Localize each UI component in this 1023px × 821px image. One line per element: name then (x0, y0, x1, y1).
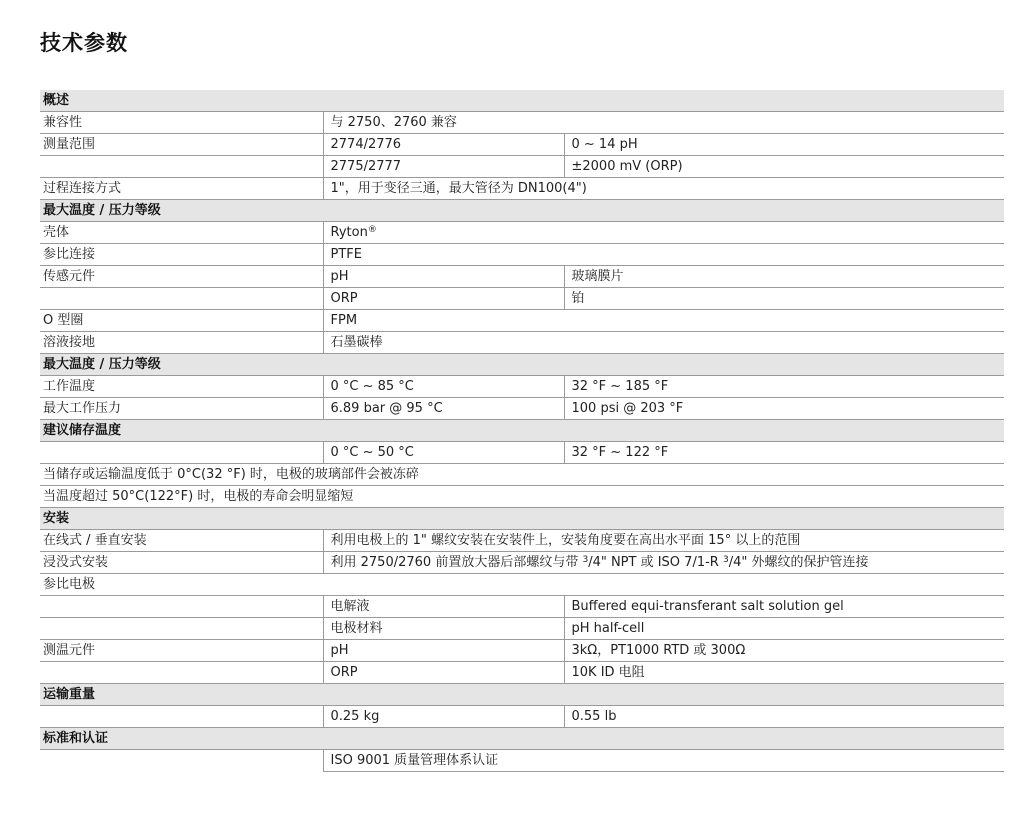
table-row (40, 618, 1004, 640)
spec-table (40, 90, 1004, 772)
table-row (40, 530, 1004, 552)
row-value-metric: 0 °C ~ 85 °C (323, 376, 564, 398)
row-label-empty (40, 662, 323, 684)
table-row (40, 596, 1004, 618)
row-label: 兼容性 (40, 112, 323, 134)
row-label-empty (40, 750, 323, 772)
row-value-imperial: 32 °F ~ 122 °F (564, 442, 1004, 464)
table-row (40, 640, 1004, 662)
row-value: 玻璃膜片 (564, 266, 1004, 288)
row-value-imperial: 32 °F ~ 185 °F (564, 376, 1004, 398)
row-value: 与 2750、2760 兼容 (323, 112, 1004, 134)
row-value-metric: 0 °C ~ 50 °C (323, 442, 564, 464)
table-row (40, 288, 1004, 310)
row-model: pH (323, 266, 564, 288)
table-row (40, 332, 1004, 354)
row-label-empty (40, 156, 323, 178)
row-label-empty (40, 618, 323, 640)
row-label: 测温元件 (40, 640, 323, 662)
fraction-numerator: 3 (582, 555, 589, 565)
row-label: 最大工作压力 (40, 398, 323, 420)
housing-value: Ryton (330, 225, 368, 240)
section-header-materials (40, 200, 1004, 222)
row-value: 石墨碳棒 (323, 332, 1004, 354)
section-title: 运输重量 (40, 684, 1004, 706)
row-label: 参比电极 (40, 574, 1004, 596)
row-value: 3kΩ，PT1000 RTD 或 300Ω (564, 640, 1004, 662)
row-value-metric: 6.89 bar @ 95 °C (323, 398, 564, 420)
row-value: PTFE (323, 244, 1004, 266)
row-model: 2774/2776 (323, 134, 564, 156)
section-header-overview (40, 90, 1004, 112)
section-title: 建议储存温度 (40, 420, 1004, 442)
row-value: 铂 (564, 288, 1004, 310)
row-label: 在线式 / 垂直安装 (40, 530, 323, 552)
submersion-text-2: /4" NPT 或 ISO 7/1-R (588, 555, 723, 570)
row-model: 2775/2777 (323, 156, 564, 178)
submersion-text-1: 利用 2750/2760 前置放大器后部螺纹与带 (330, 555, 583, 570)
table-row (40, 134, 1004, 156)
row-label-empty (40, 442, 323, 464)
table-row (40, 552, 1004, 574)
row-model: pH (323, 640, 564, 662)
table-row (40, 112, 1004, 134)
row-value: 10K ID 电阻 (564, 662, 1004, 684)
row-value: Buffered equi-transferant salt solution gel (564, 596, 1004, 618)
section-header-install (40, 508, 1004, 530)
row-value: 利用电极上的 1" 螺纹安装在安装件上，安装角度要在高出水平面 15° 以上的范围 (323, 530, 1004, 552)
row-label: 测量范围 (40, 134, 323, 156)
section-title: 标准和认证 (40, 728, 1004, 750)
table-row (40, 178, 1004, 200)
table-row (40, 156, 1004, 178)
row-model: 电极材料 (323, 618, 564, 640)
row-model: ORP (323, 662, 564, 684)
row-value: FPM (323, 310, 1004, 332)
table-row (40, 750, 1004, 772)
table-row (40, 244, 1004, 266)
section-title: 最大温度 / 压力等级 (40, 200, 1004, 222)
table-row (40, 376, 1004, 398)
table-row (40, 574, 1004, 596)
section-header-standards (40, 728, 1004, 750)
row-value: 0 ~ 14 pH (564, 134, 1004, 156)
row-label: 传感元件 (40, 266, 323, 288)
row-value (323, 222, 1004, 244)
table-row (40, 398, 1004, 420)
row-model: ORP (323, 288, 564, 310)
section-title: 安装 (40, 508, 1004, 530)
note-row: 当温度超过 50°C(122°F) 时，电极的寿命会明显缩短 (40, 486, 1004, 508)
table-row (40, 222, 1004, 244)
section-title: 最大温度 / 压力等级 (40, 354, 1004, 376)
row-label-empty (40, 288, 323, 310)
table-row (40, 266, 1004, 288)
table-row (40, 706, 1004, 728)
row-value-imperial: 0.55 lb (564, 706, 1004, 728)
row-model: 电解液 (323, 596, 564, 618)
note-row: 当储存或运输温度低于 0°C(32 °F) 时，电极的玻璃部件会被冻碎 (40, 464, 1004, 486)
table-row (40, 442, 1004, 464)
registered-mark: ® (367, 225, 377, 235)
table-row (40, 486, 1004, 508)
submersion-text-3: /4" 外螺纹的保护管连接 (728, 555, 869, 570)
row-value: 1"，用于变径三通，最大管径为 DN100(4") (323, 178, 1004, 200)
table-row (40, 464, 1004, 486)
row-value (323, 552, 1004, 574)
section-header-shipping (40, 684, 1004, 706)
row-label: 浸没式安装 (40, 552, 323, 574)
row-label: 工作温度 (40, 376, 323, 398)
row-value: pH half-cell (564, 618, 1004, 640)
row-value: ISO 9001 质量管理体系认证 (323, 750, 1004, 772)
row-label: 参比连接 (40, 244, 323, 266)
fraction-numerator: 3 (722, 555, 729, 565)
row-label: 过程连接方式 (40, 178, 323, 200)
row-value: ±2000 mV (ORP) (564, 156, 1004, 178)
row-value-metric: 0.25 kg (323, 706, 564, 728)
section-header-storage (40, 420, 1004, 442)
row-label: O 型圈 (40, 310, 323, 332)
row-label: 溶液接地 (40, 332, 323, 354)
table-row (40, 662, 1004, 684)
row-label-empty (40, 596, 323, 618)
page-title: 技术参数 (40, 31, 128, 55)
section-title: 概述 (40, 90, 1004, 112)
row-value-imperial: 100 psi @ 203 °F (564, 398, 1004, 420)
section-header-temp-pressure (40, 354, 1004, 376)
table-row (40, 310, 1004, 332)
row-label: 壳体 (40, 222, 323, 244)
row-label-empty (40, 706, 323, 728)
